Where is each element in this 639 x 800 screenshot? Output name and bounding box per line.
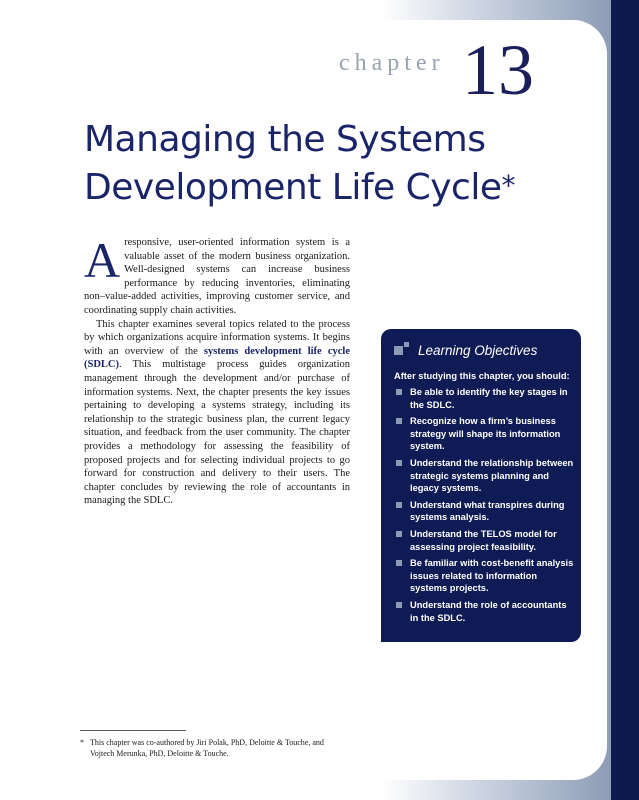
title-asterisk: * xyxy=(501,169,516,202)
square-bullet-icon xyxy=(396,502,402,508)
objective-item: Recognize how a firm’s business strategy will shape its information system. xyxy=(394,415,576,453)
square-bullet-icon xyxy=(396,560,402,566)
key-term-sdlc: systems development life cycle (SDLC) xyxy=(84,345,350,371)
decorative-navy-strip xyxy=(611,0,639,800)
objective-item: Be familiar with cost-benefit analysis issues related to information systems projects. xyxy=(394,557,576,595)
learning-objectives-intro: After studying this chapter, you should: xyxy=(394,371,570,381)
objective-item: Understand the relationship between strategic systems planning and legacy systems. xyxy=(394,457,576,495)
learning-objectives-title: Learning Objectives xyxy=(418,343,538,358)
footnote-line-2: Vojtech Merunka, PhD, Deloitte & Touche. xyxy=(90,749,229,758)
intro-paragraph-2-lead: This chapter examines several topics related to the process by which organizations acquire information systems. It begins with an overview of the xyxy=(84,318,350,357)
objective-item: Understand the role of accountants in the SDLC. xyxy=(394,599,576,624)
square-bullet-icon xyxy=(396,389,402,395)
chapter-label: chapter xyxy=(339,50,445,76)
square-bullet-icon xyxy=(396,418,402,424)
footnote-mark: * xyxy=(80,738,84,747)
objectives-squares-icon xyxy=(394,342,408,356)
learning-objectives-box xyxy=(381,329,581,642)
title-line-1: Managing the Systems xyxy=(84,119,486,160)
intro-paragraph-2-rest: . This multistage process guides organization management through the development and/or purchase of information systems. Next, the chapter presents the key issues pertaining to developing a systems strategy, including its relationship to the strategic business plan, the current legacy situation, and feedback from the user community. The chapter provides a methodology for assessing the feasibility of proposed projects and for selecting individual projects to go forward for construction and delivery to their users. The chapter concludes by reviewing the role of accountants in managing the SDLC. xyxy=(84,359,350,507)
intro-paragraph-1-text: responsive, user-oriented information system is a valuable asset of the modern business organization. Well-designed systems can increase business performance by reducing inventories, eliminating non–value-added activities, improving customer service, and coordinating supply chain activities. xyxy=(84,237,350,316)
title-line-2: Development Life Cycle xyxy=(84,167,502,208)
page-title xyxy=(84,117,584,211)
footnote xyxy=(80,737,370,759)
objective-item: Understand what transpires during systems analysis. xyxy=(394,499,576,524)
chapter-number: 13 xyxy=(462,30,534,110)
chapter-intro-text xyxy=(84,232,350,508)
objective-item: Understand the TELOS model for assessing project feasibility. xyxy=(394,528,576,553)
objective-item: Be able to identify the key stages in the SDLC. xyxy=(394,386,576,411)
drop-cap: A xyxy=(84,232,121,288)
intro-paragraph-1 xyxy=(84,232,350,318)
square-bullet-icon xyxy=(396,531,402,537)
footnote-divider xyxy=(80,730,186,731)
square-bullet-icon xyxy=(396,602,402,608)
intro-paragraph-2 xyxy=(84,318,350,508)
learning-objectives-list xyxy=(394,386,576,628)
square-bullet-icon xyxy=(396,460,402,466)
footnote-line-1: This chapter was co-authored by Jiri Polak, PhD, Deloitte & Touche, and xyxy=(90,738,324,747)
